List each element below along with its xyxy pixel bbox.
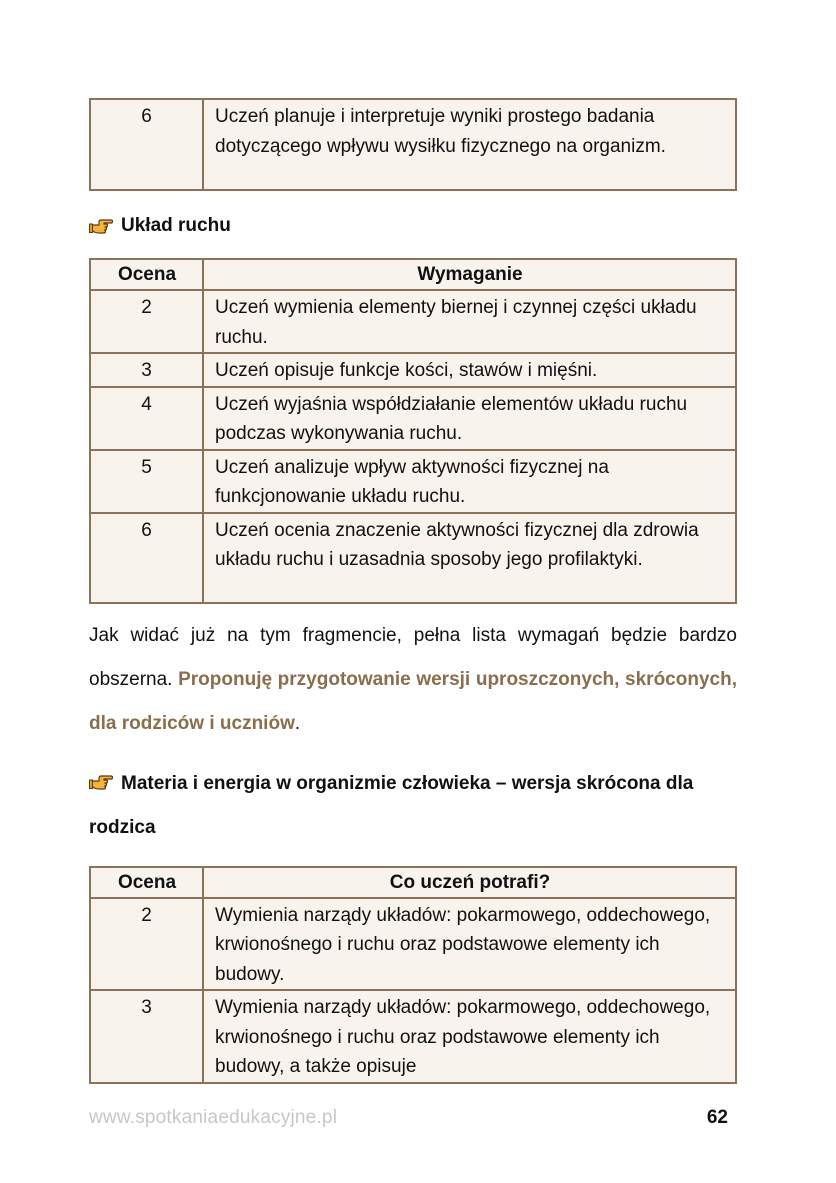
requirement-cell: Uczeń opisuje funkcje kości, stawów i mięśni. <box>203 353 736 387</box>
table-row <box>90 898 736 991</box>
skills-cell: Wymienia narządy układów: pokarmowego, oddechowego, krwionośnego i ruchu oraz podstawowe elementy ich budowy. <box>203 898 736 991</box>
grade-cell: 4 <box>90 387 203 450</box>
requirement-cell: Uczeń analizuje wpływ aktywności fizycznej na funkcjonowanie układu ruchu. <box>203 450 736 513</box>
table-row <box>90 990 736 1083</box>
requirement-cell: Uczeń ocenia znaczenie aktywności fizycznej dla zdrowia układu ruchu i uzasadnia sposoby jego profilaktyki. <box>203 513 736 603</box>
grade-cell: 3 <box>90 990 203 1083</box>
grade-cell: 2 <box>90 898 203 991</box>
grade-cell: 3 <box>90 353 203 387</box>
table-row <box>90 290 736 353</box>
section-heading-text: Materia i energia w organizmie człowieka – wersja skrócona dla rodzica <box>89 772 694 838</box>
table-row <box>90 99 736 190</box>
section-heading-movement <box>89 211 737 241</box>
table-row <box>90 513 736 603</box>
table-row <box>90 450 736 513</box>
grade-cell: 2 <box>90 290 203 353</box>
grade-cell: 6 <box>90 513 203 603</box>
table-header-row <box>90 259 736 290</box>
column-header-skills: Co uczeń potrafi? <box>203 867 736 898</box>
grade-cell: 6 <box>90 99 203 190</box>
column-header-grade: Ocena <box>90 867 203 898</box>
section-heading-matter-energy <box>89 762 737 850</box>
top-requirements-table <box>89 98 737 191</box>
paragraph-end: . <box>294 712 301 734</box>
page-content <box>89 98 737 1084</box>
skills-cell: Wymienia narządy układów: pokarmowego, oddechowego, krwionośnego i ruchu oraz podstawowe elementy ich budowy, a także opisuje <box>203 990 736 1083</box>
requirement-cell: Uczeń wymienia elementy biernej i czynnej części układu ruchu. <box>203 290 736 353</box>
table-row <box>90 353 736 387</box>
table-header-row <box>90 867 736 898</box>
pointing-hand-icon <box>89 216 113 236</box>
paragraph-text: Jak widać już na tym fragmencie, pełna lista wymagań będzie bardzo obszerna. <box>89 624 737 690</box>
column-header-grade: Ocena <box>90 259 203 290</box>
column-header-requirement: Wymaganie <box>203 259 736 290</box>
pointing-hand-icon <box>89 772 113 792</box>
body-paragraph <box>89 614 737 746</box>
requirement-cell: Uczeń planuje i interpretuje wyniki prostego badania dotyczącego wpływu wysiłku fizycznego na organizm. <box>203 99 736 190</box>
paragraph-highlight: Proponuję przygotowanie wersji uproszczonych, skróconych, dla rodziców i uczniów <box>89 668 737 734</box>
movement-requirements-table <box>89 258 737 604</box>
requirement-cell: Uczeń wyjaśnia współdziałanie elementów układu ruchu podczas wykonywania ruchu. <box>203 387 736 450</box>
footer-website-link[interactable]: www.spotkaniaedukacyjne.pl <box>89 1107 338 1128</box>
page-number: 62 <box>706 1107 728 1128</box>
parent-version-table <box>89 866 737 1084</box>
table-row <box>90 387 736 450</box>
section-heading-text: Układ ruchu <box>121 215 231 236</box>
grade-cell: 5 <box>90 450 203 513</box>
